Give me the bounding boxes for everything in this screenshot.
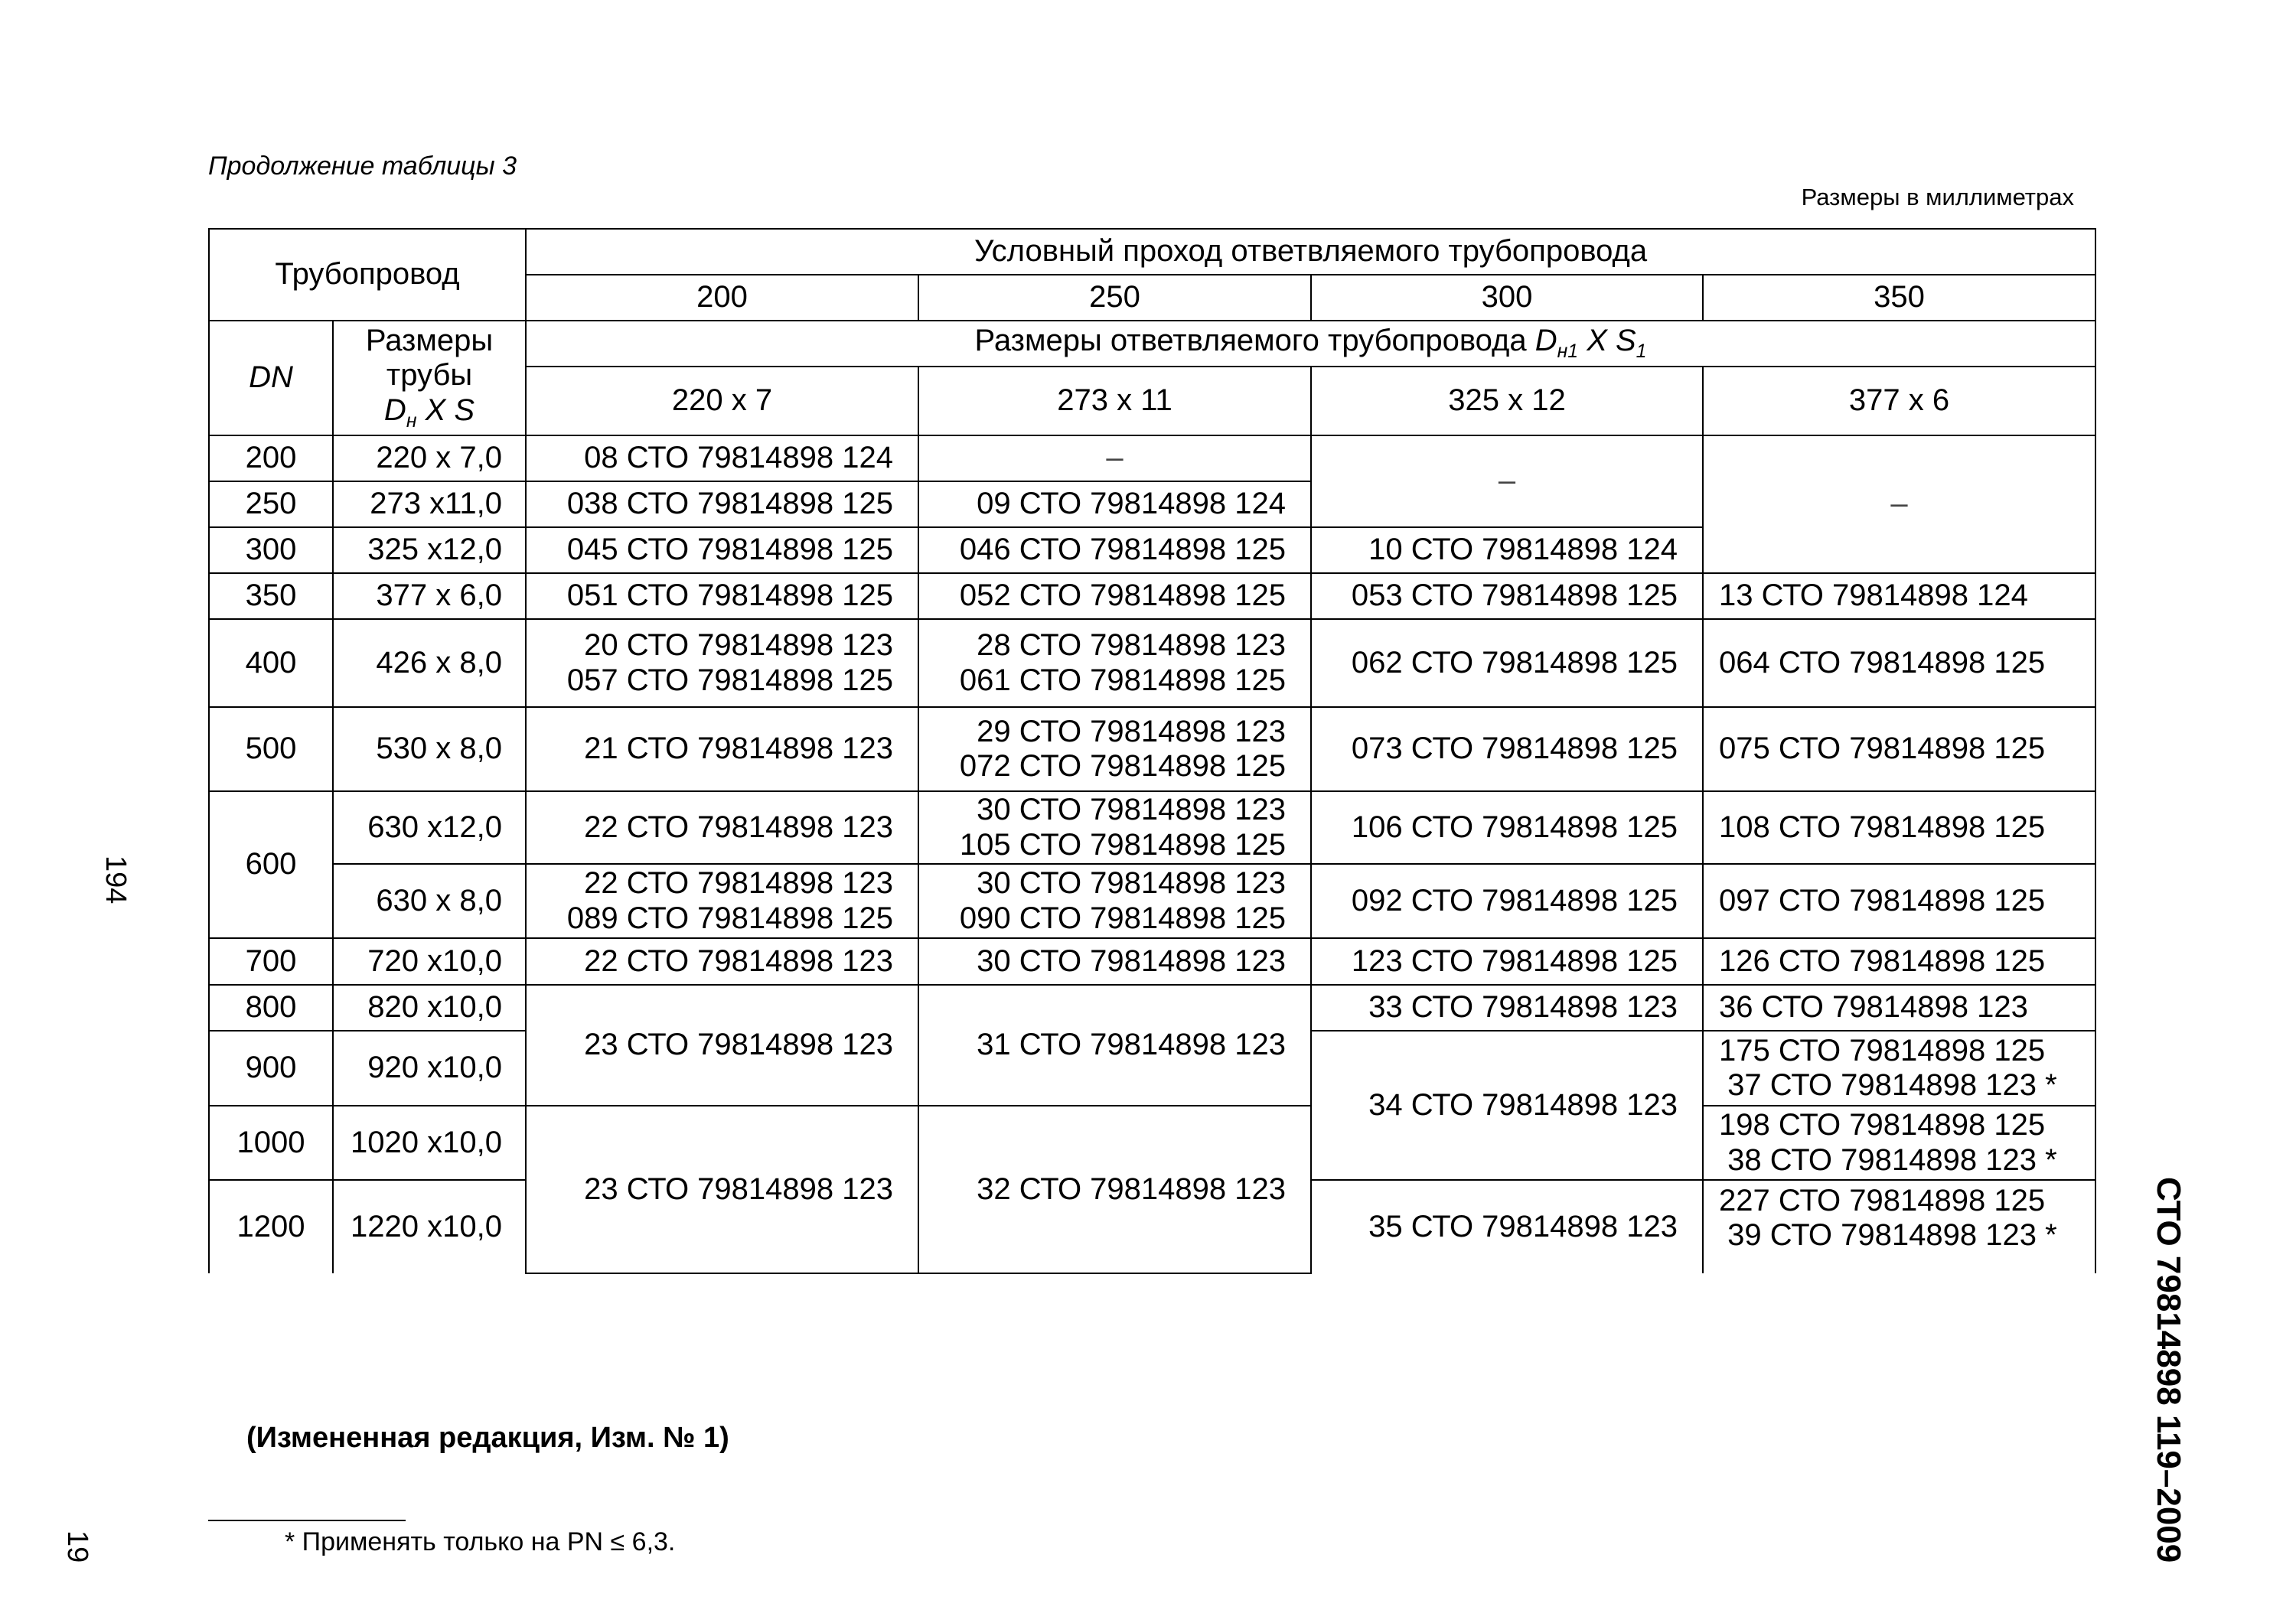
header-dn: DN bbox=[209, 321, 333, 435]
table-row bbox=[209, 435, 2095, 481]
cell-code: 35 СТО 79814898 123 bbox=[1311, 1180, 1703, 1273]
cell-code: 198 СТО 79814898 125 38 СТО 79814898 123 * bbox=[1703, 1106, 2095, 1180]
cell-dn: 600 bbox=[209, 791, 333, 938]
header-branch-sizes: Размеры ответвляемого трубопровода $D_{н1}$ X $S_1$ bbox=[526, 321, 2095, 367]
cell-code: 20 СТО 79814898 123 057 СТО 79814898 125 bbox=[526, 619, 918, 707]
cell-code: 051 СТО 79814898 125 bbox=[526, 573, 918, 619]
cell-code: 09 СТО 79814898 124 bbox=[918, 481, 1311, 527]
cell-code: 10 СТО 79814898 124 bbox=[1311, 527, 1703, 573]
fittings-table bbox=[208, 228, 2096, 1274]
cell-size: 820 х10,0 bbox=[333, 985, 526, 1031]
cell-code: 175 СТО 79814898 125 37 СТО 79814898 123 * bbox=[1703, 1031, 2095, 1106]
cell-dn: 800 bbox=[209, 985, 333, 1031]
cell-code: 31 СТО 79814898 123 bbox=[918, 985, 1311, 1106]
cell-size: 377 х 6,0 bbox=[333, 573, 526, 619]
cell-dn: 1200 bbox=[209, 1180, 333, 1273]
table-row bbox=[209, 985, 2095, 1031]
cell-code: 28 СТО 79814898 123 061 СТО 79814898 125 bbox=[918, 619, 1311, 707]
cell-dn: 900 bbox=[209, 1031, 333, 1106]
cell-size: 220 х 7,0 bbox=[333, 435, 526, 481]
table-continuation-caption: Продолжение таблицы 3 bbox=[208, 152, 517, 181]
header-dn-300: 300 bbox=[1311, 275, 1703, 321]
cell-code: 08 СТО 79814898 124 bbox=[526, 435, 918, 481]
cell-dash: – bbox=[1703, 435, 2095, 573]
cell-size: 426 х 8,0 bbox=[333, 619, 526, 707]
cell-code: 30 СТО 79814898 123 bbox=[918, 938, 1311, 985]
cell-code: 108 СТО 79814898 125 bbox=[1703, 791, 2095, 864]
cell-dn: 500 bbox=[209, 707, 333, 791]
cell-code: 062 СТО 79814898 125 bbox=[1311, 619, 1703, 707]
cell-code: 053 СТО 79814898 125 bbox=[1311, 573, 1703, 619]
cell-dash: – bbox=[918, 435, 1311, 481]
cell-dn: 250 bbox=[209, 481, 333, 527]
footnote: * Применять только на PN ≤ 6,3. bbox=[285, 1527, 676, 1556]
cell-code: 097 СТО 79814898 125 bbox=[1703, 864, 2095, 938]
header-row-3 bbox=[209, 321, 2095, 367]
header-pipe-size-symbol: $D_н$ X S bbox=[383, 393, 475, 432]
cell-size: 630 х 8,0 bbox=[333, 864, 526, 938]
cell-dash: – bbox=[1311, 435, 1703, 527]
cell-dn: 700 bbox=[209, 938, 333, 985]
cell-code: 22 СТО 79814898 123 bbox=[526, 791, 918, 864]
page-number-rotated: 194 bbox=[99, 855, 132, 904]
cell-size: 920 х10,0 bbox=[333, 1031, 526, 1106]
header-size-377: 377 х 6 bbox=[1703, 367, 2095, 435]
cell-code: 29 СТО 79814898 123 072 СТО 79814898 125 bbox=[918, 707, 1311, 791]
amendment-note: (Измененная редакция, Изм. № 1) bbox=[246, 1422, 729, 1454]
header-dn-250: 250 bbox=[918, 275, 1311, 321]
header-dn-350: 350 bbox=[1703, 275, 2095, 321]
cell-code: 092 СТО 79814898 125 bbox=[1311, 864, 1703, 938]
page-number-small: 19 bbox=[61, 1530, 93, 1563]
header-pipe-size bbox=[333, 321, 526, 435]
cell-code: 073 СТО 79814898 125 bbox=[1311, 707, 1703, 791]
cell-size: 325 х12,0 bbox=[333, 527, 526, 573]
cell-code: 33 СТО 79814898 123 bbox=[1311, 985, 1703, 1031]
header-pipe-size-line2: трубы bbox=[386, 358, 473, 393]
header-pipeline: Трубопровод bbox=[209, 229, 526, 321]
cell-dn: 400 bbox=[209, 619, 333, 707]
cell-code: 038 СТО 79814898 125 bbox=[526, 481, 918, 527]
cell-size: 630 х12,0 bbox=[333, 791, 526, 864]
cell-size: 530 х 8,0 bbox=[333, 707, 526, 791]
header-row-1 bbox=[209, 229, 2095, 275]
cell-size: 273 х11,0 bbox=[333, 481, 526, 527]
units-note: Размеры в миллиметрах bbox=[1801, 184, 2074, 210]
table-row bbox=[209, 864, 2095, 938]
cell-size: 720 х10,0 bbox=[333, 938, 526, 985]
table-row bbox=[209, 938, 2095, 985]
cell-code: 064 СТО 79814898 125 bbox=[1703, 619, 2095, 707]
table-row bbox=[209, 791, 2095, 864]
cell-size: 1220 х10,0 bbox=[333, 1180, 526, 1273]
cell-dn: 350 bbox=[209, 573, 333, 619]
cell-code: 36 СТО 79814898 123 bbox=[1703, 985, 2095, 1031]
cell-code: 126 СТО 79814898 125 bbox=[1703, 938, 2095, 985]
cell-code: 13 СТО 79814898 124 bbox=[1703, 573, 2095, 619]
table-row bbox=[209, 1106, 2095, 1180]
cell-code: 32 СТО 79814898 123 bbox=[918, 1106, 1311, 1273]
document-code: СТО 79814898 119–2009 bbox=[2150, 1177, 2187, 1563]
cell-code: 123 СТО 79814898 125 bbox=[1311, 938, 1703, 985]
cell-code: 23 СТО 79814898 123 bbox=[526, 985, 918, 1106]
table-row bbox=[209, 707, 2095, 791]
cell-code: 075 СТО 79814898 125 bbox=[1703, 707, 2095, 791]
cell-code: 22 СТО 79814898 123 089 СТО 79814898 125 bbox=[526, 864, 918, 938]
cell-code: 227 СТО 79814898 125 39 СТО 79814898 123 * bbox=[1703, 1180, 2095, 1273]
cell-code: 106 СТО 79814898 125 bbox=[1311, 791, 1703, 864]
cell-dn: 200 bbox=[209, 435, 333, 481]
cell-code: 052 СТО 79814898 125 bbox=[918, 573, 1311, 619]
header-pipe-size-line1: Размеры bbox=[365, 324, 494, 358]
header-dn-200: 200 bbox=[526, 275, 918, 321]
cell-code: 34 СТО 79814898 123 bbox=[1311, 1031, 1703, 1180]
cell-dn: 1000 bbox=[209, 1106, 333, 1180]
table-row bbox=[209, 573, 2095, 619]
cell-code: 30 СТО 79814898 123 105 СТО 79814898 125 bbox=[918, 791, 1311, 864]
header-branch-pass: Условный проход ответвляемого трубопровода bbox=[526, 229, 2095, 275]
cell-code: 22 СТО 79814898 123 bbox=[526, 938, 918, 985]
header-size-325: 325 х 12 bbox=[1311, 367, 1703, 435]
cell-code: 21 СТО 79814898 123 bbox=[526, 707, 918, 791]
cell-code: 30 СТО 79814898 123 090 СТО 79814898 125 bbox=[918, 864, 1311, 938]
cell-code: 046 СТО 79814898 125 bbox=[918, 527, 1311, 573]
cell-size: 1020 х10,0 bbox=[333, 1106, 526, 1180]
table-row bbox=[209, 619, 2095, 707]
header-size-273: 273 х 11 bbox=[918, 367, 1311, 435]
footnote-rule bbox=[208, 1520, 406, 1521]
header-size-220: 220 х 7 bbox=[526, 367, 918, 435]
cell-code: 045 СТО 79814898 125 bbox=[526, 527, 918, 573]
cell-dn: 300 bbox=[209, 527, 333, 573]
cell-code: 23 СТО 79814898 123 bbox=[526, 1106, 918, 1273]
